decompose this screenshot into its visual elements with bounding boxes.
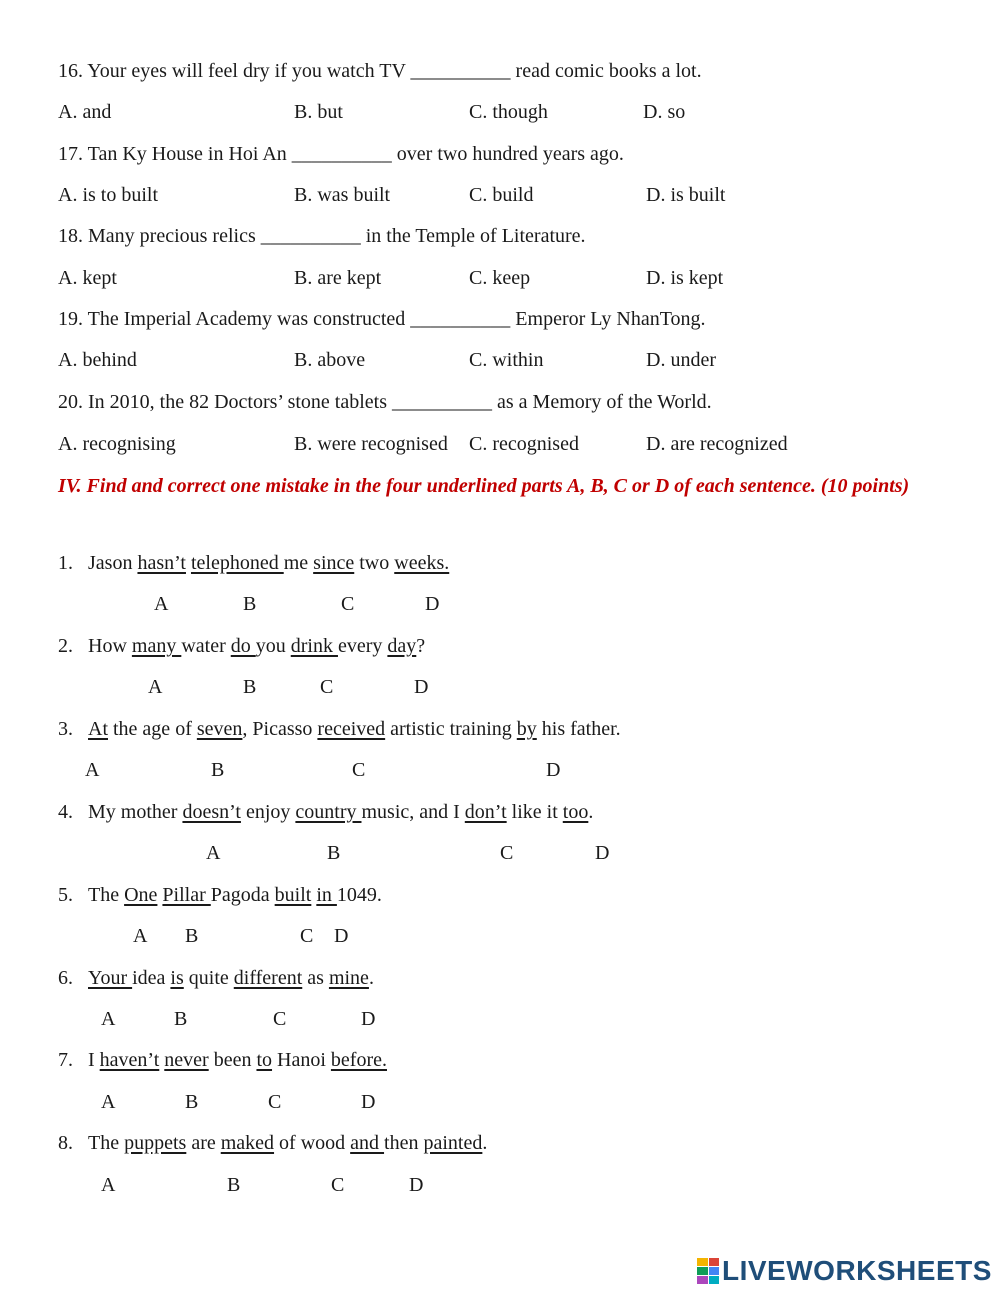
error-sentence-2: 2. How many water do you drink every day? [58,635,426,657]
letter-d[interactable]: D [361,1091,376,1113]
letter-d[interactable]: D [361,1008,376,1030]
option-d[interactable]: D. are recognized [646,433,788,455]
letter-d[interactable]: D [414,676,429,698]
letter-d[interactable]: D [334,925,349,947]
error-sentence-5: 5. The One Pillar Pagoda built in 1049. [58,884,382,906]
option-d[interactable]: D. under [646,349,716,371]
letter-a[interactable]: A [133,925,148,947]
letter-c[interactable]: C [341,593,355,615]
option-c[interactable]: C. build [469,184,534,206]
error-sentence-3: 3. At the age of seven, Picasso received artistic training by his father. [58,718,621,740]
option-d[interactable]: D. is built [646,184,726,206]
letter-c[interactable]: C [268,1091,282,1113]
liveworksheets-logo [697,1255,992,1287]
error-sentence-8: 8. The puppets are maked of wood and then painted. [58,1132,488,1154]
letter-b[interactable]: B [185,925,199,947]
letter-c[interactable]: C [273,1008,287,1030]
option-a[interactable]: A. and [58,101,112,123]
letter-d[interactable]: D [425,593,440,615]
question-stem: 18. Many precious relics __________ in the Temple of Literature. [58,225,586,247]
option-b[interactable]: B. were recognised [294,433,448,455]
letter-a[interactable]: A [101,1174,116,1196]
letter-c[interactable]: C [352,759,366,781]
question-stem: 17. Tan Ky House in Hoi An __________ over two hundred years ago. [58,143,624,165]
letter-a[interactable]: A [101,1091,116,1113]
error-sentence-6: 6. Your idea is quite different as mine. [58,967,374,989]
question-stem: 16. Your eyes will feel dry if you watch TV __________ read comic books a lot. [58,60,702,82]
option-a[interactable]: A. recognising [58,433,176,455]
letter-b[interactable]: B [185,1091,199,1113]
error-sentence-4: 4. My mother doesn’t enjoy country music, and I don’t like it too. [58,801,594,823]
option-a[interactable]: A. behind [58,349,137,371]
letter-a[interactable]: A [148,676,163,698]
logo-blocks-icon [697,1258,719,1284]
letter-c[interactable]: C [331,1174,345,1196]
option-b[interactable]: B. above [294,349,366,371]
error-sentence-7: 7. I haven’t never been to Hanoi before. [58,1049,387,1071]
option-a[interactable]: A. kept [58,267,117,289]
letter-b[interactable]: B [211,759,225,781]
letter-b[interactable]: B [327,842,341,864]
question-stem: 20. In 2010, the 82 Doctors’ stone tablets __________ as a Memory of the World. [58,391,712,413]
option-d[interactable]: D. so [643,101,686,123]
logo-text: LIVEWORKSHEETS [722,1255,992,1286]
option-c[interactable]: C. keep [469,267,531,289]
letter-c[interactable]: C [500,842,514,864]
option-b[interactable]: B. was built [294,184,391,206]
option-b[interactable]: B. are kept [294,267,382,289]
letter-d[interactable]: D [409,1174,424,1196]
letter-b[interactable]: B [174,1008,188,1030]
option-d[interactable]: D. is kept [646,267,724,289]
option-c[interactable]: C. recognised [469,433,579,455]
section-heading: IV. Find and correct one mistake in the four underlined parts A, B, C or D of each sentence. (10 points) [58,475,910,497]
option-c[interactable]: C. within [469,349,544,371]
letter-b[interactable]: B [243,676,257,698]
letter-a[interactable]: A [101,1008,116,1030]
letter-d[interactable]: D [546,759,561,781]
letter-c[interactable]: C [320,676,334,698]
letter-b[interactable]: B [227,1174,241,1196]
option-c[interactable]: C. though [469,101,548,123]
letter-a[interactable]: A [154,593,169,615]
error-sentence-1: 1. Jason hasn’t telephoned me since two weeks. [58,552,450,574]
question-stem: 19. The Imperial Academy was constructed __________ Emperor Ly NhanTong. [58,308,706,330]
letter-a[interactable]: A [206,842,221,864]
letter-d[interactable]: D [595,842,610,864]
letter-a[interactable]: A [85,759,100,781]
option-a[interactable]: A. is to built [58,184,159,206]
letter-b[interactable]: B [243,593,257,615]
option-b[interactable]: B. but [294,101,343,123]
letter-c[interactable]: C [300,925,314,947]
